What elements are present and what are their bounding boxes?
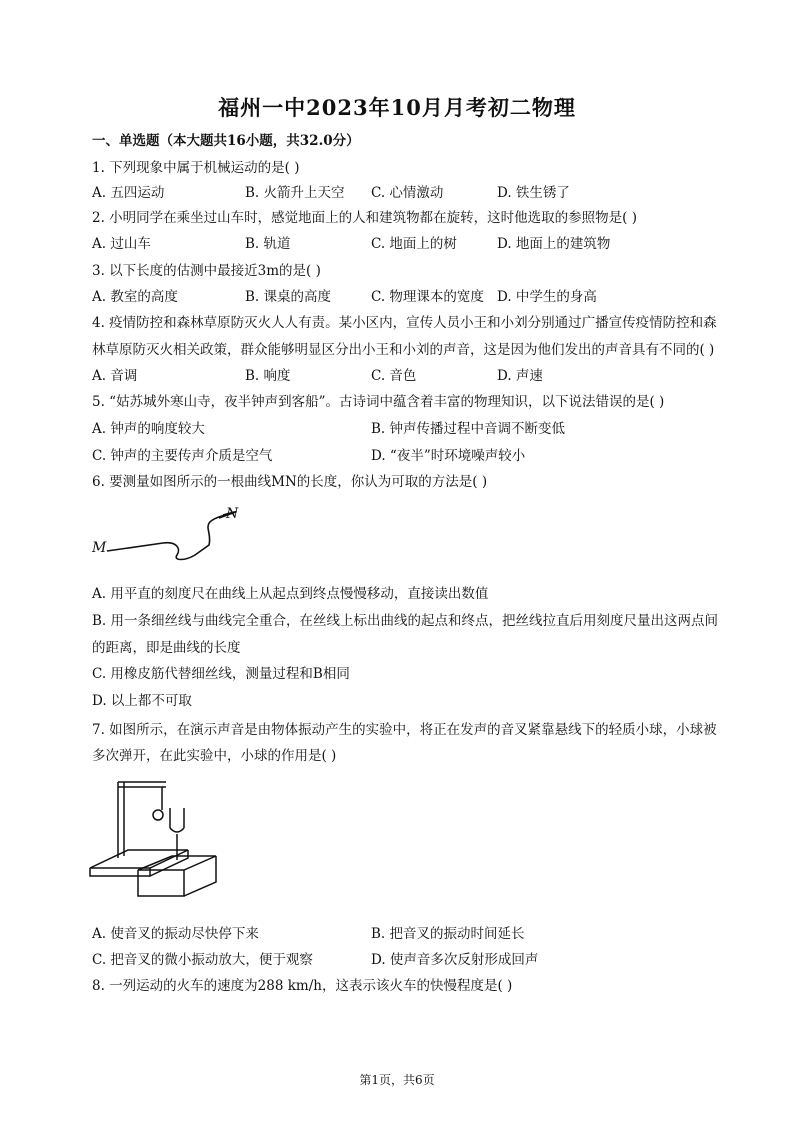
point-n-label: N bbox=[226, 506, 239, 522]
q4-option-a[interactable]: A. 音调 bbox=[92, 368, 138, 384]
q1-option-d[interactable]: D. 铁生锈了 bbox=[497, 185, 570, 201]
q7-option-a[interactable]: A. 使音叉的振动尽快停下来 bbox=[92, 926, 259, 942]
curve-mn-drawing bbox=[105, 505, 275, 565]
q1-option-c[interactable]: C. 心情激动 bbox=[371, 185, 444, 201]
section-heading: 一、单选题（本大题共16小题，共32.0分） bbox=[92, 133, 360, 149]
q4-option-b[interactable]: B. 响度 bbox=[245, 368, 291, 384]
q7-option-d[interactable]: D. 使声音多次反射形成回声 bbox=[371, 952, 539, 968]
q1-option-b[interactable]: B. 火箭升上天空 bbox=[245, 185, 345, 201]
q3-option-a[interactable]: A. 教室的高度 bbox=[92, 289, 178, 305]
question-4-stem-line-2: 林草原防灭火相关政策，群众能够明显区分出小王和小刘的声音，这是因为他们发出的声音具有不同的( ) bbox=[92, 342, 715, 358]
question-4-stem-line-1: 4. 疫情防控和森林草原防灭火人人有责。某小区内，宣传人员小王和小刘分别通过广播宣传疫情防控和森 bbox=[92, 315, 717, 331]
q5-option-d[interactable]: D. “夜半”时环境噪声较小 bbox=[371, 448, 526, 464]
question-5-stem: 5. “姑苏城外寒山寺，夜半钟声到客船”。古诗词中蕴含着丰富的物理知识，以下说法错误的是( ) bbox=[92, 394, 665, 410]
q6-option-c[interactable]: C. 用橡皮筋代替细丝线，测量过程和B相同 bbox=[92, 666, 350, 682]
q6-option-a[interactable]: A. 用平直的刻度尺在曲线上从起点到终点慢慢移动，直接读出数值 bbox=[92, 586, 489, 602]
page-footer: 第1页，共6页 bbox=[359, 1073, 435, 1087]
question-7-stem-line-2: 多次弹开，在此实验中，小球的作用是( ) bbox=[92, 748, 337, 764]
q2-option-d[interactable]: D. 地面上的建筑物 bbox=[497, 236, 611, 252]
question-2-stem: 2. 小明同学在乘坐过山车时，感觉地面上的人和建筑物都在旋转，这时他选取的参照物是( ) bbox=[92, 210, 637, 226]
page-title: 福州一中2023年10月月考初二物理 bbox=[218, 95, 576, 120]
q7-option-b[interactable]: B. 把音叉的振动时间延长 bbox=[371, 926, 525, 942]
question-8-stem: 8. 一列运动的火车的速度为288 km/h，这表示该火车的快慢程度是( ) bbox=[92, 978, 513, 994]
q6-option-b-continued: 的距离，即是曲线的长度 bbox=[92, 640, 241, 656]
q5-option-c[interactable]: C. 钟声的主要传声介质是空气 bbox=[92, 448, 273, 464]
q4-option-c[interactable]: C. 音色 bbox=[371, 368, 417, 384]
question-3-stem: 3. 以下长度的估测中最接近3m的是( ) bbox=[92, 263, 321, 279]
question-1-stem: 1. 下列现象中属于机械运动的是( ) bbox=[92, 160, 300, 176]
q3-option-b[interactable]: B. 课桌的高度 bbox=[245, 289, 332, 305]
q2-option-c[interactable]: C. 地面上的树 bbox=[371, 236, 457, 252]
q6-option-b[interactable]: B. 用一条细丝线与曲线完全重合，在丝线上标出曲线的起点和终点，把丝线拉直后用刻度尺量出这两点间 bbox=[92, 613, 719, 629]
q5-option-a[interactable]: A. 钟声的响度较大 bbox=[92, 421, 205, 437]
q1-option-a[interactable]: A. 五四运动 bbox=[92, 185, 165, 201]
question-7-stem-line-1: 7. 如图所示，在演示声音是由物体振动产生的实验中，将正在发声的音叉紧靠悬线下的轻质小球，小球被 bbox=[92, 722, 717, 738]
tuning-fork-apparatus-figure bbox=[88, 776, 228, 906]
q4-option-d[interactable]: D. 声速 bbox=[497, 368, 543, 384]
q7-option-c[interactable]: C. 把音叉的微小振动放大，便于观察 bbox=[92, 952, 313, 968]
question-6-stem: 6. 要测量如图所示的一根曲线MN的长度，你认为可取的方法是( ) bbox=[92, 474, 488, 490]
q2-option-b[interactable]: B. 轨道 bbox=[245, 236, 291, 252]
q3-option-d[interactable]: D. 中学生的身高 bbox=[497, 289, 597, 305]
point-m-label: M bbox=[92, 540, 107, 556]
q2-option-a[interactable]: A. 过山车 bbox=[92, 236, 151, 252]
q5-option-b[interactable]: B. 钟声传播过程中音调不断变低 bbox=[371, 421, 566, 437]
q6-option-d[interactable]: D. 以上都不可取 bbox=[92, 693, 192, 709]
q3-option-c[interactable]: C. 物理课本的宽度 bbox=[371, 289, 484, 305]
